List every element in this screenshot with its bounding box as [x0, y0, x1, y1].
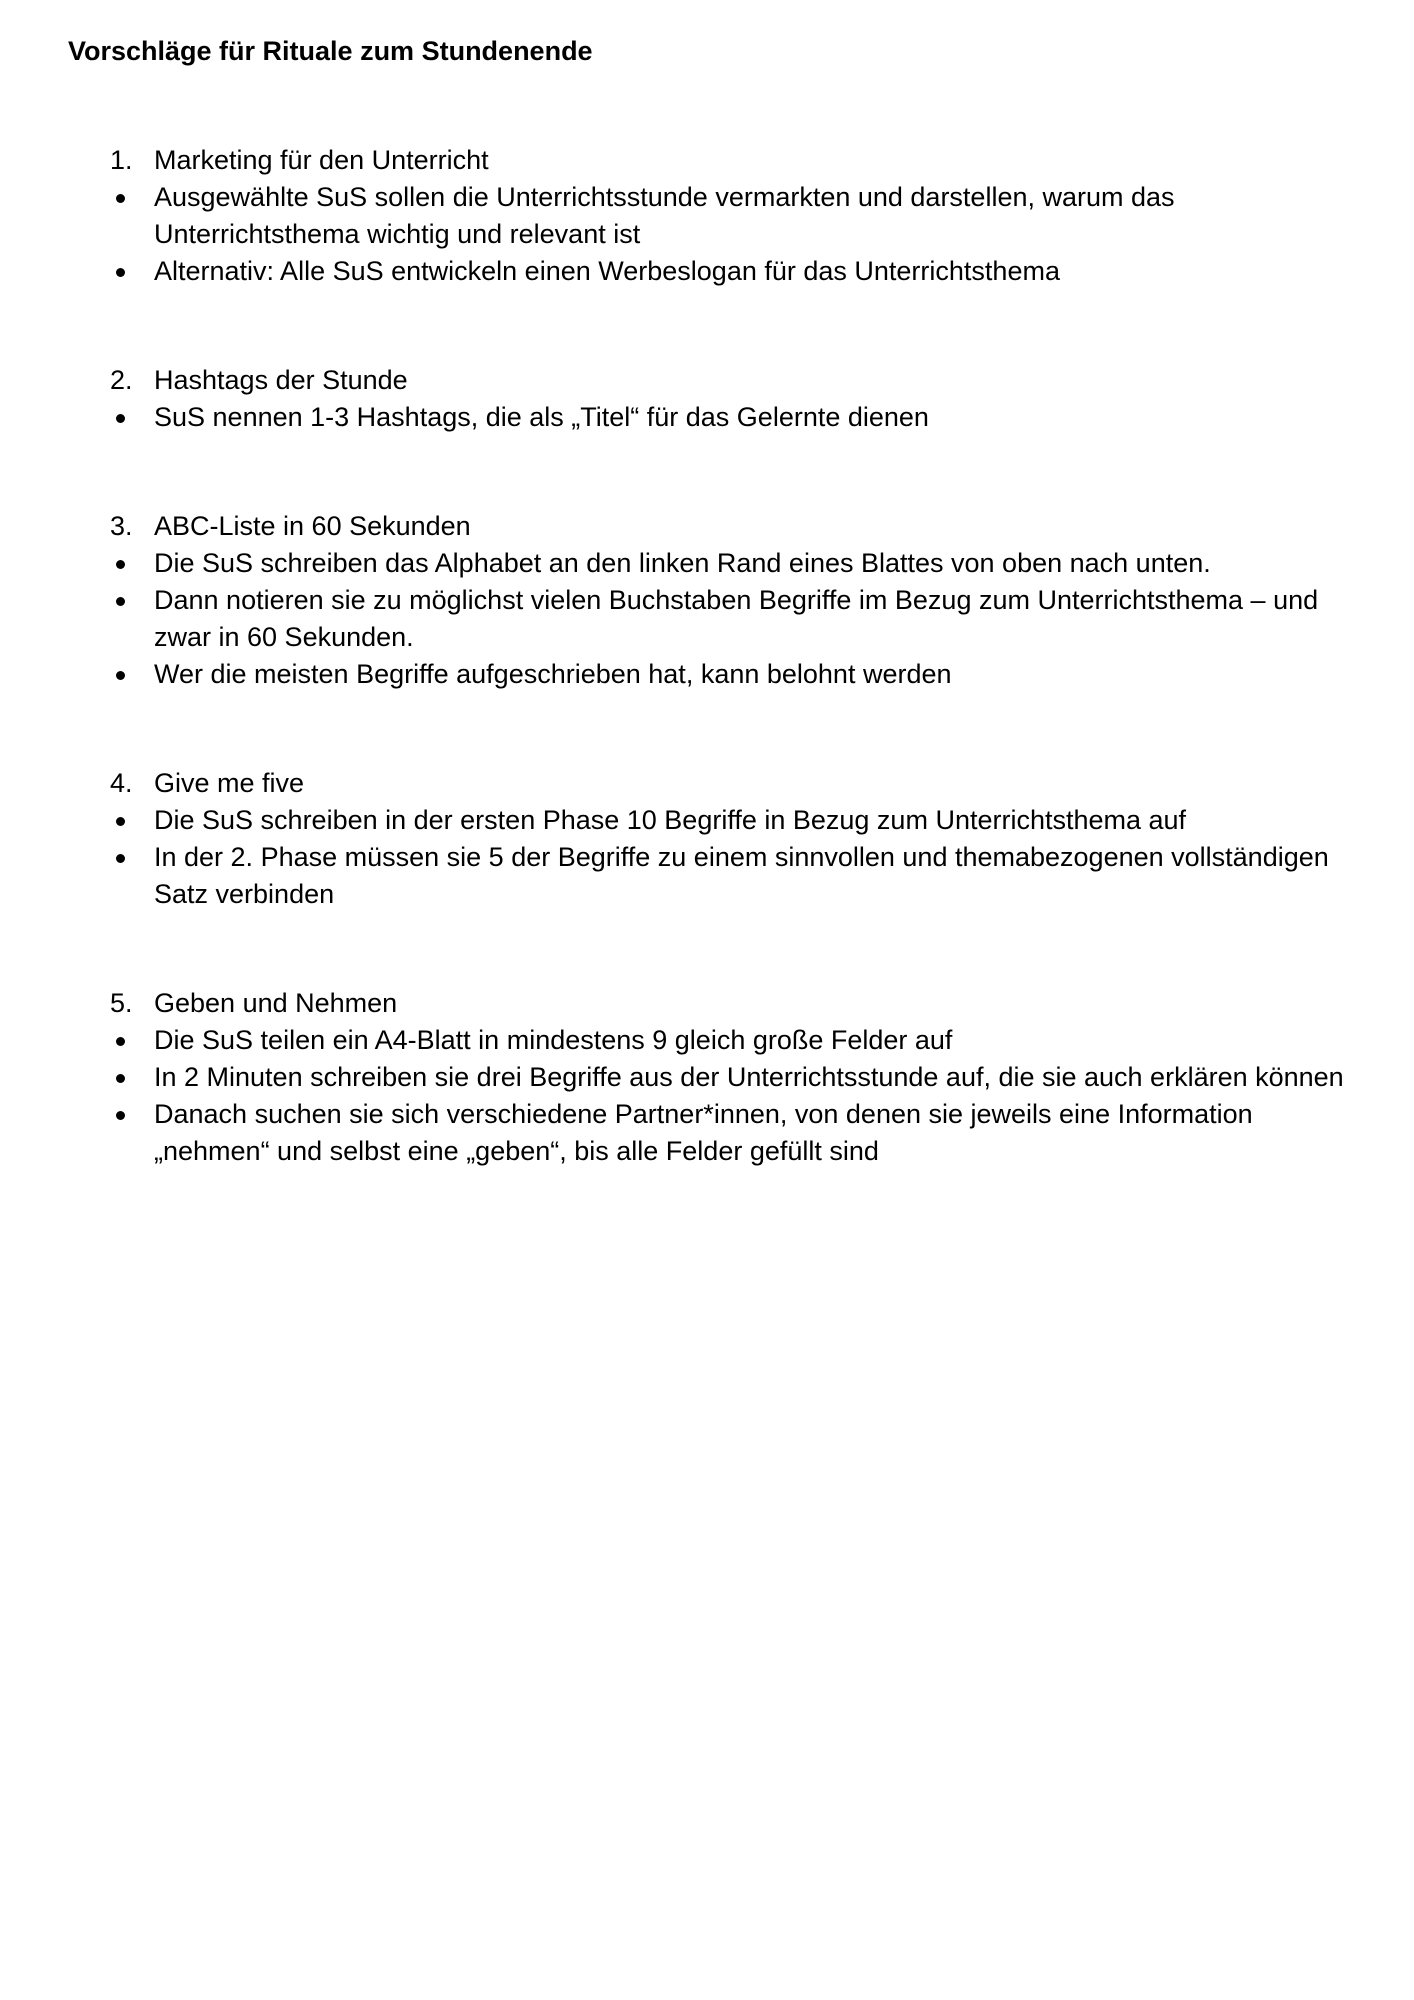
section-title: Give me five — [154, 768, 305, 798]
bullet-item — [0, 582, 1414, 656]
bullet-icon — [116, 597, 125, 606]
bullet-text: Die SuS schreiben in der ersten Phase 10 Begriffe in Bezug zum Unterrichtsthema auf — [154, 805, 1187, 835]
bullet-item — [0, 1022, 1414, 1059]
section-heading — [0, 362, 1414, 399]
bullet-item — [0, 1096, 1414, 1170]
bullet-icon — [116, 194, 125, 203]
bullet-list — [0, 1022, 1414, 1170]
bullet-text: Die SuS teilen ein A4-Blatt in mindestens 9 gleich große Felder auf — [154, 1025, 953, 1055]
section-heading — [0, 142, 1414, 179]
section-number: 3. — [110, 511, 133, 541]
bullet-item — [0, 399, 1414, 436]
section-number: 1. — [110, 145, 133, 175]
bullet-icon — [116, 268, 125, 277]
bullet-item — [0, 1059, 1414, 1096]
bullet-text: Dann notieren sie zu möglichst vielen Buchstaben Begriffe im Bezug zum Unterrichtsthema – und zwar in 60 Sekunden. — [154, 585, 1319, 652]
bullet-text: Die SuS schreiben das Alphabet an den linken Rand eines Blattes von oben nach unten. — [154, 548, 1211, 578]
ritual-section-5 — [0, 985, 1414, 1170]
bullet-text: Alternativ: Alle SuS entwickeln einen Werbeslogan für das Unterrichtsthema — [154, 256, 1060, 286]
section-title: Marketing für den Unterricht — [154, 145, 489, 175]
bullet-text: Wer die meisten Begriffe aufgeschrieben hat, kann belohnt werden — [154, 659, 952, 689]
bullet-item — [0, 802, 1414, 839]
ritual-section-2 — [0, 362, 1414, 436]
ritual-section-4 — [0, 765, 1414, 913]
bullet-list — [0, 399, 1414, 436]
bullet-icon — [116, 1074, 125, 1083]
bullet-text: SuS nennen 1-3 Hashtags, die als „Titel“ für das Gelernte dienen — [154, 402, 929, 432]
bullet-item — [0, 253, 1414, 290]
section-number: 2. — [110, 365, 133, 395]
ritual-list — [0, 142, 1414, 1242]
bullet-text: Ausgewählte SuS sollen die Unterrichtsstunde vermarkten und darstellen, warum das Unterrichtsthema wichtig und relevant ist — [154, 182, 1175, 249]
section-title: Geben und Nehmen — [154, 988, 398, 1018]
bullet-list — [0, 545, 1414, 693]
bullet-list — [0, 179, 1414, 290]
bullet-list — [0, 802, 1414, 913]
bullet-icon — [116, 671, 125, 680]
bullet-icon — [116, 817, 125, 826]
bullet-item — [0, 179, 1414, 253]
bullet-icon — [116, 1111, 125, 1120]
bullet-item — [0, 656, 1414, 693]
bullet-icon — [116, 414, 125, 423]
bullet-text: In 2 Minuten schreiben sie drei Begriffe aus der Unterrichtsstunde auf, die sie auch erklären können — [154, 1062, 1344, 1092]
bullet-icon — [116, 854, 125, 863]
section-heading — [0, 985, 1414, 1022]
bullet-text: Danach suchen sie sich verschiedene Partner*innen, von denen sie jeweils eine Information „nehmen“ und selbst eine „geben“, bis alle Felder gefüllt sind — [154, 1099, 1253, 1166]
section-number: 5. — [110, 988, 133, 1018]
section-number: 4. — [110, 768, 133, 798]
bullet-icon — [116, 1037, 125, 1046]
bullet-item — [0, 545, 1414, 582]
bullet-text: In der 2. Phase müssen sie 5 der Begriffe zu einem sinnvollen und themabezogenen vollständigen Satz verbinden — [154, 842, 1329, 909]
document-title: Vorschläge für Rituale zum Stundenende — [68, 36, 593, 66]
section-title: ABC-Liste in 60 Sekunden — [154, 511, 471, 541]
section-heading — [0, 765, 1414, 802]
section-title: Hashtags der Stunde — [154, 365, 408, 395]
section-heading — [0, 508, 1414, 545]
ritual-section-1 — [0, 142, 1414, 290]
bullet-icon — [116, 560, 125, 569]
bullet-item — [0, 839, 1414, 913]
ritual-section-3 — [0, 508, 1414, 693]
